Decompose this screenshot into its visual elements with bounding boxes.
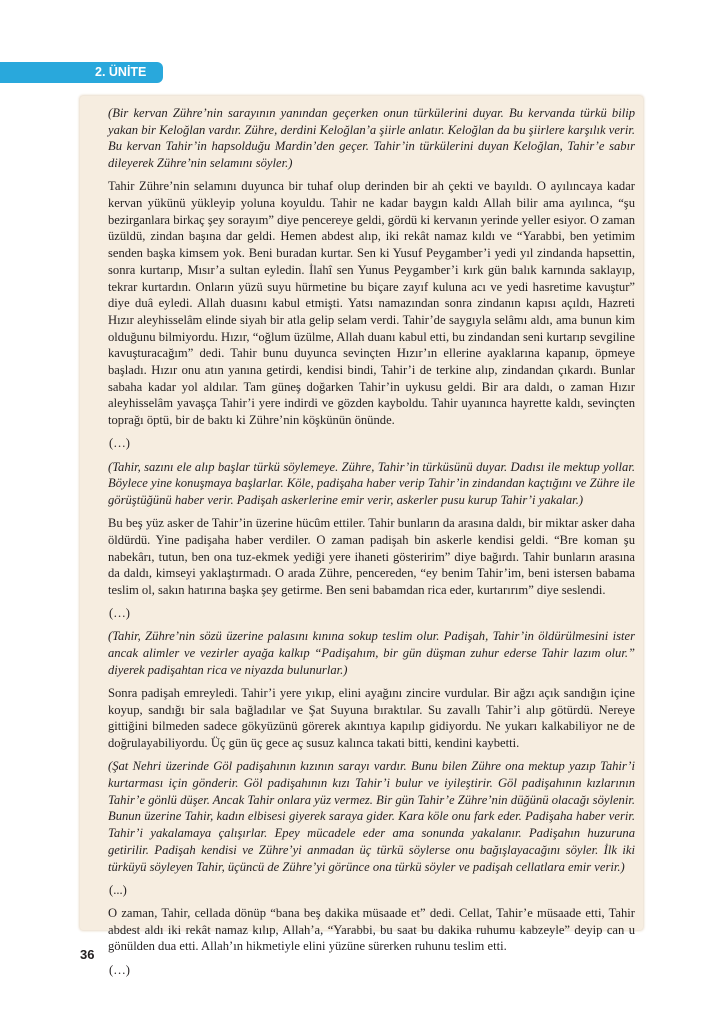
body-paragraph: Bu beş yüz asker de Tahir’in üzerine hücûm ettiler. Tahir bunların da arasına daldı, bir miktar asker daha öldürdü. Yine padişaha haber verdiler. O zaman padişah bin askerle kendisi geldi. “Bre koman şu nabekârı, tutun, ben ona tuz-ekmek yediği yere ihaneti gösteririm” diye bağırdı. Tahir bunların arasına da daldı, kimseyi yaklaştırmadı. O arada Zühre, pencereden, “ey benim Tahir’im, beni istersen babama teslim ol, sakın hatırına başka şey getirme. Ben seni babamdan rica eder, kurtarırım” diye seslendi. (108, 516, 635, 597)
page-number: 36 (80, 947, 95, 962)
body-paragraph: Sonra padişah emreyledi. Tahir’i yere yıkıp, elini ayağını zincire vurdular. Bir ağzı açık sandığın içine koyup, sandığı bir sala bağladılar ve Şat Suyuna bıraktılar. Su zavallı Tahir’i alıp götürdü. Nereye gittiğini bilmeden sadece gökyüzünü görerek akıntıya kapılıp gidiyordu. Ne yukarı kalkabiliyor ne de doğrulayabiliyordu. Üç gün üç gece aç susuz kalınca takati bitti, kendini kaybetti. (108, 686, 635, 751)
ellipsis-marker: (...) (109, 882, 127, 897)
body-paragraph: Tahir Zühre’nin selamını duyunca bir tuhaf olup derinden bir ah çekti ve bayıldı. O ayılıncaya kadar kervan yükünü yükleyip yoluna koyuldu. Tahir ne kadar baygın kaldı Allah bilir ama ayılınca, “şu bezirganlara birkaç şey sorayım” diye pencereye geldi, gördü ki kervanın yerinde yeller esiyor. O zaman üzüldü, zindan başına dar geldi. Hemen abdest alıp, iki rekât namaz kıldı ve “Yarabbi, ben yetimim senden başka kimsem yok. Beni buradan kurtar. Sen ki Yusuf Peygamber’i yedi yıl zindanda hapsettin, sonra kurtarıp, Mısır’a sultan eyledin. İlahî sen Yunus Peygamber’i kırk gün balık karnında saklayıp, tekrar kurtardın. Onların yüzü suyu hürmetine bu biçare zayıf kuluna acı ve yedi hasretime kavuştur” diye duâ eyledi. Allah duasını kabul etmişti. Yatsı namazından sonra zindanın kapısı açıldı, Hazreti Hızır aleyhisselâm elinde siyah bir atla gelip selam verdi. Tahir’de saygıyla selâmı aldı, ama bunun kim olduğunu bilmiyordu. Hızır, “oğlum üzülme, Allah duanı kabul etti, bu zindandan seni kurtarıp sevgiline kavuşturacağım” dedi. Tahir bunu duyunca sevinçten Hızır’ın ellerine ayaklarına kapanıp, öpmeye başladı. Hızır onu atın yanına getirdi, kendisi bindi, Tahir’i de terkine alıp, zindandan çıkardı. Bunlar sabaha kadar yol aldılar. Tam güneş doğarken Tahir’in uykusu geldi. Bir ara daldı, o zaman Hızır aleyhisselâm yavaşça Tahir’i yere indirdi ve gözden kayboldu. Tahir uyanınca hayrette kaldı, sevinçten toprağı öptü, bir de baktı ki Zühre’nin köşkünün önünde. (108, 179, 635, 428)
italic-summary-paragraph: (Bir kervan Zühre’nin sarayının yanından geçerken onun türkülerini duyar. Bu kervanda türkü bilip yakan bir Keloğlan vardır. Zühre, derdini Keloğlan’a şiirle anlatır. Keloğlan da bu şiirlere karşılık verir. Bu kervan Tahir’in hapsolduğu Mardin’den geçer. Tahir’in türkülerini duyan Keloğlan, Tahir’e sabır dileyerek Zühre’nin selamını söyler.) (108, 106, 635, 171)
ellipsis-marker: (…) (109, 436, 130, 451)
italic-summary-paragraph: (Şat Nehri üzerinde Göl padişahının kızının sarayı vardır. Bunu bilen Zühre ona mektup yazıp Tahir’i kurtarması için gönderir. Göl padişahının kızı Tahir’i bulur ve iyileştirir. Göl padişahının kızlarının Tahir’e gönlü düşer. Ancak Tahir onlara yüz vermez. Bir gün Tahir’e Zühre’nin düğünü olacağı söylenir. Bunun üzerine Tahir, kadın elbisesi giyerek saraya gider. Kara köle onu fark eder. Padişaha haber verir. Tahir’i yakalamaya çalışırlar. Epey mücadele eder ama sonunda yakalanır. Padişahın huzuruna getirilir. Padişah kendisi ve Zühre’yi anmadan üç türkü söylerse onu bağışlayacağını söyler. İlk iki türküyü söyleyen Tahir, üçüncü de Zühre’yi görünce ona türkü söyler ve padişah cellatlara emir verir.) (108, 759, 635, 874)
italic-summary-paragraph: (Tahir, sazını ele alıp başlar türkü söylemeye. Zühre, Tahir’in türküsünü duyar. Dadısı ile mektup yollar. Böylece yine konuşmaya başlarlar. Köle, padişaha haber verip Tahir’in zindandan kaçtığını ve Zühre ile görüştüğünü haber verir. Padişah askerlerine emir verir, askerler pusu kurup Tahir’i yakalar.) (108, 459, 635, 507)
body-paragraph: O zaman, Tahir, cellada dönüp “bana beş dakika müsaade et” dedi. Cellat, Tahir’e müsaade etti, Tahir abdest aldı iki rekât namaz kılıp, Allah’a, “Yarabbi, bu saat bu dakika ruhumu kabzeyle” deyip can u gönülden dua etti. Allah’ın hikmetiyle elini yüzüne sürerken ruhunu teslim etti. (108, 905, 635, 954)
italic-summary-paragraph: (Tahir, Zühre’nin sözü üzerine palasını kınına sokup teslim olur. Padişah, Tahir’in öldürülmesini ister ancak alimler ve vezirler ayağa kalkıp “Padişahım, bir gün düşman zuhur ederse Tahir lazım olur.” diyerek padişahtan rica ve niyazda bulunurlar.) (108, 629, 635, 677)
ellipsis-marker: (…) (109, 606, 130, 621)
unit-label: 2. ÜNİTE (95, 65, 147, 79)
ellipsis-marker: (…) (109, 962, 130, 977)
unit-label-tab (0, 62, 163, 83)
